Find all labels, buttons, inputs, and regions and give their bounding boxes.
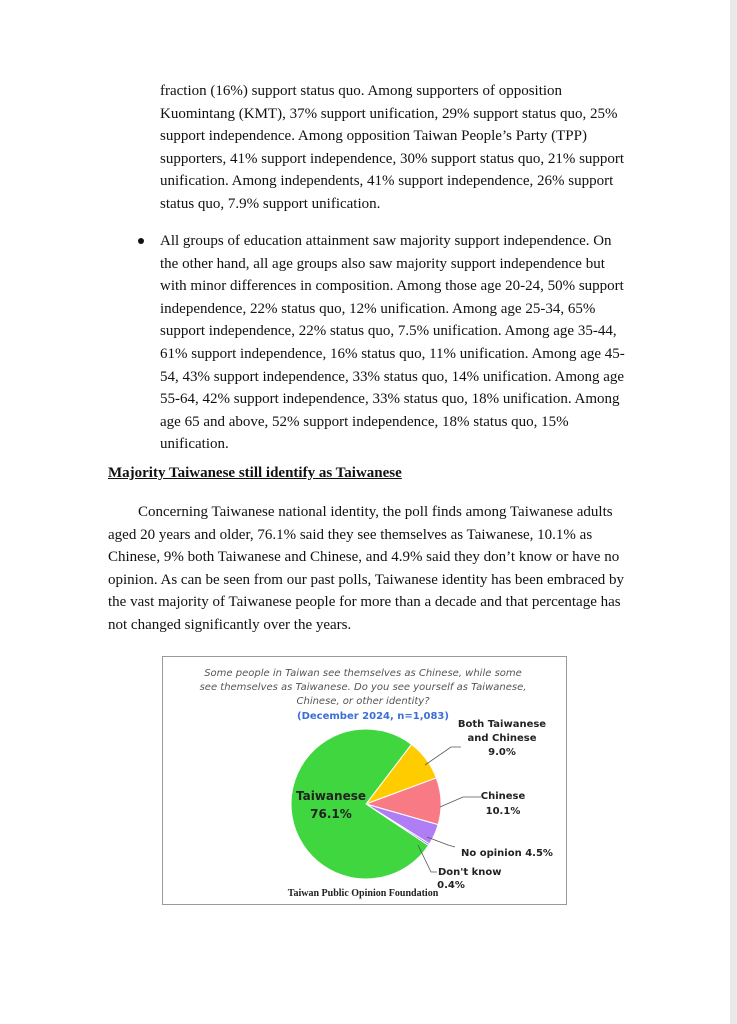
taiwanese-value: 76.1% [310, 807, 352, 821]
both-label-line-2: and Chinese [467, 733, 537, 744]
dont-know-value: 0.4% [437, 880, 465, 891]
chart-title-line-3: Chinese, or other identity? [296, 696, 430, 707]
page-edge [730, 0, 737, 1024]
bullet-text: All groups of education attainment saw majority support independence. On the other hand, all age groups also saw majority support independence but with minor differences in composition. Among those age 20-24, 50% support independence, 22% status quo, 12% unification. Among age 25-34, 65% support independence, 22% status quo, 7.5% unification. Among age 35-44, 61% support independence, 16% status quo, 11% unification. Among age 45-54, 43% support independence, 33% status quo, 14% unification. Among age 55-64, 42% support independence, 33% status quo, 18% unification. Among age 65 and above, 52% support independence, 18% status quo, 15% unification. [160, 233, 625, 453]
chart-source: Taiwan Public Opinion Foundation [287, 888, 439, 899]
paragraph-identity: Concerning Taiwanese national identity, the poll finds among Taiwanese adults aged 20 years and older, 76.1% said they see themselves as Taiwanese, 10.1% as Chinese, 9% both Taiwanese and Chinese, and 4.9% said they don’t know or have no opinion. As can be seen from our past polls, Taiwanese identity has been embraced by the vast majority of Taiwanese people for more than a decade and that percentage has not changed significantly over the years. [108, 504, 625, 633]
taiwanese-label: Taiwanese [296, 789, 366, 803]
both-label-line-1: Both Taiwanese [457, 719, 547, 730]
chart-title-line-2: see themselves as Taiwanese. Do you see yourself as Taiwanese, [199, 682, 527, 693]
no-opinion-label: No opinion 4.5% [461, 848, 553, 859]
leader-line-chinese [440, 797, 481, 807]
identity-pie-chart [162, 656, 567, 905]
chart-subtitle: (December 2024, n=1,083) [297, 711, 449, 722]
leader-line-both [425, 747, 461, 765]
pie-chart-svg [163, 657, 568, 906]
both-value: 9.0% [488, 747, 516, 758]
section-heading: Majority Taiwanese still identify as Taiwanese [108, 465, 402, 481]
chinese-value: 10.1% [485, 806, 521, 817]
bullet-icon [138, 238, 144, 244]
pie-slices [291, 729, 441, 879]
chart-title-line-1: Some people in Taiwan see themselves as Chinese, while some [204, 668, 522, 679]
dont-know-label: Don't know [438, 867, 502, 878]
chinese-label: Chinese [480, 791, 526, 802]
paragraph-party-support: fraction (16%) support status quo. Among supporters of opposition Kuomintang (KMT), 37% support unification, 29% support status quo, 25% support independence. Among opposition Taiwan People’s Party (TPP) supporters, 41% support independence, 30% support status quo, 21% support unification. Among independents, 41% support independence, 26% support status quo, 7.9% support unification. [160, 83, 625, 212]
